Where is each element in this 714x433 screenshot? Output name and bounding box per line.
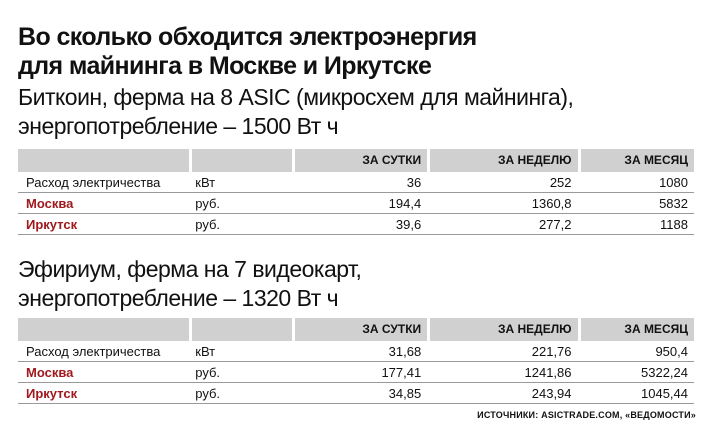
row-unit: кВт bbox=[195, 175, 216, 190]
ethereum-subtitle-line-1: Эфириум, ферма на 7 видеокарт, bbox=[18, 256, 362, 282]
row-week-value: 1360,8 bbox=[531, 196, 572, 211]
infographic-title bbox=[18, 23, 708, 81]
row-month-value: 1188 bbox=[660, 217, 688, 232]
title-line-1: Во сколько обходится электроэнергия bbox=[18, 23, 477, 51]
row-day-value: 36 bbox=[406, 175, 422, 190]
bitcoin-subtitle-line-1: Биткоин, ферма на 8 ASIC (микросхем для майнинга), bbox=[18, 84, 574, 110]
header-cell-day: ЗА СУТКИ bbox=[295, 149, 427, 172]
table-row bbox=[18, 214, 694, 235]
row-week-value: 1241,86 bbox=[524, 365, 572, 380]
header-cell-month: ЗА МЕСЯЦ bbox=[581, 318, 694, 341]
row-week-value: 221,76 bbox=[531, 344, 572, 359]
row-month-value: 950,4 bbox=[655, 344, 688, 359]
header-cell-month: ЗА МЕСЯЦ bbox=[581, 149, 694, 172]
bitcoin-subtitle bbox=[18, 83, 708, 141]
row-unit: кВт bbox=[195, 344, 216, 359]
bitcoin-table bbox=[18, 149, 694, 235]
ethereum-subtitle-line-2: энергопотребление – 1320 Вт ч bbox=[18, 285, 339, 311]
table-row bbox=[18, 362, 694, 383]
row-day-value: 194,4 bbox=[388, 196, 422, 211]
row-label: Расход электричества bbox=[26, 175, 161, 190]
title-line-2: для майнинга в Москве и Иркутске bbox=[18, 52, 432, 80]
row-day-value: 177,41 bbox=[381, 365, 422, 380]
table-header bbox=[18, 318, 694, 341]
table-row bbox=[18, 341, 694, 362]
row-day-value: 34,85 bbox=[388, 386, 422, 401]
header-cell-day: ЗА СУТКИ bbox=[295, 318, 427, 341]
row-day-value: 31,68 bbox=[388, 344, 422, 359]
table-header bbox=[18, 149, 694, 172]
row-label-city: Иркутск bbox=[26, 386, 78, 401]
header-cell-label bbox=[18, 318, 189, 341]
source-note: ИСТОЧНИКИ: ASICTRADE.COM, «ВЕДОМОСТИ» bbox=[477, 410, 696, 420]
row-label-city: Иркутск bbox=[26, 217, 78, 232]
ethereum-table bbox=[18, 318, 694, 404]
row-label-city: Москва bbox=[26, 196, 74, 211]
row-month-value: 5832 bbox=[659, 196, 688, 211]
row-day-value: 39,6 bbox=[395, 217, 422, 232]
bitcoin-subtitle-line-2: энергопотребление – 1500 Вт ч bbox=[18, 113, 339, 139]
header-cell-week: ЗА НЕДЕЛЮ bbox=[430, 318, 577, 341]
table-row bbox=[18, 383, 694, 404]
row-week-value: 252 bbox=[549, 175, 572, 190]
row-unit: руб. bbox=[195, 365, 221, 380]
header-cell-unit bbox=[192, 318, 292, 341]
header-cell-unit bbox=[192, 149, 292, 172]
row-month-value: 1080 bbox=[659, 175, 688, 190]
row-unit: руб. bbox=[195, 386, 221, 401]
row-unit: руб. bbox=[195, 196, 221, 211]
table-row bbox=[18, 172, 694, 193]
header-cell-week: ЗА НЕДЕЛЮ bbox=[430, 149, 577, 172]
row-week-value: 277,2 bbox=[538, 217, 572, 232]
row-month-value: 5322,24 bbox=[641, 365, 688, 380]
row-month-value: 1045,44 bbox=[641, 386, 688, 401]
row-label-city: Москва bbox=[26, 365, 74, 380]
row-week-value: 243,94 bbox=[531, 386, 572, 401]
row-unit: руб. bbox=[195, 217, 221, 232]
header-cell-label bbox=[18, 149, 189, 172]
ethereum-subtitle bbox=[18, 255, 708, 313]
table-row bbox=[18, 193, 694, 214]
row-label: Расход электричества bbox=[26, 344, 161, 359]
